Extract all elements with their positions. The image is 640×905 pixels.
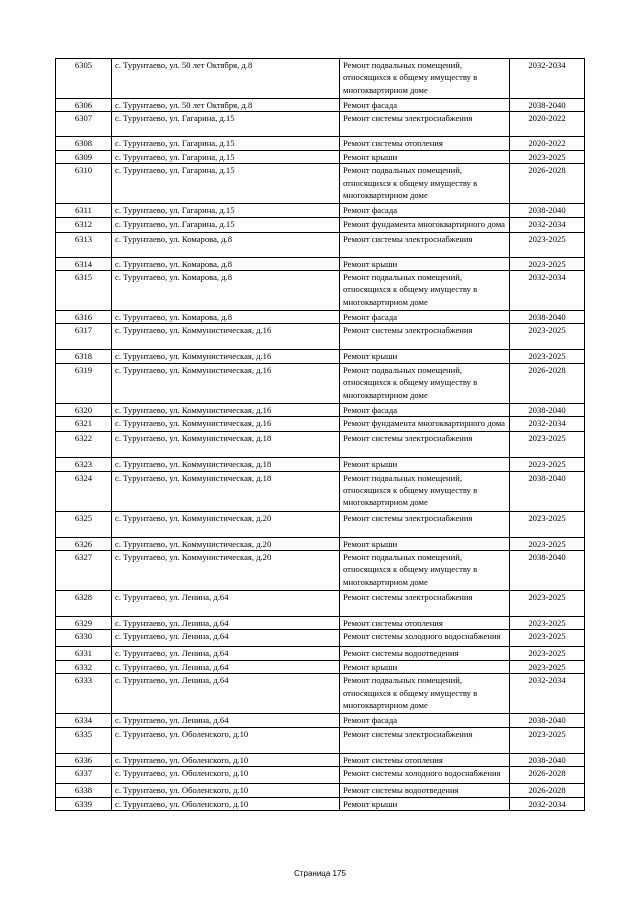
row-work-type: Ремонт крыши — [340, 797, 510, 810]
table-row — [56, 674, 585, 714]
row-address: с. Турунтаево, ул. Гагарина, д.15 — [112, 112, 340, 137]
row-period: 2023-2025 — [510, 617, 585, 630]
table-row — [56, 204, 585, 217]
row-address: с. Турунтаево, ул. Комарова, д.8 — [112, 311, 340, 324]
row-work-type: Ремонт подвальных помещений, относящихся к общему имуществу в многоквартирном доме — [340, 674, 510, 714]
row-work-type: Ремонт системы электроснабжения — [340, 112, 510, 137]
row-work-type: Ремонт системы электроснабжения — [340, 511, 510, 537]
row-address: с. Турунтаево, ул. Оболенского, д.10 — [112, 767, 340, 784]
row-number: 6313 — [56, 232, 112, 257]
row-number: 6330 — [56, 630, 112, 647]
row-address: с. Турунтаево, ул. Оболенского, д.10 — [112, 753, 340, 766]
row-period: 2023-2025 — [510, 432, 585, 458]
row-work-type: Ремонт системы электроснабжения — [340, 324, 510, 350]
row-number: 6306 — [56, 99, 112, 112]
row-work-type: Ремонт подвальных помещений, относящихся к общему имуществу в многоквартирном доме — [340, 271, 510, 311]
row-period: 2023-2025 — [510, 660, 585, 673]
table-row — [56, 217, 585, 232]
row-number: 6312 — [56, 217, 112, 232]
row-address: с. Турунтаево, ул. Коммунистическая, д.20 — [112, 511, 340, 537]
row-period: 2023-2025 — [510, 647, 585, 660]
row-address: с. Турунтаево, ул. Коммунистическая, д.20 — [112, 537, 340, 550]
row-work-type: Ремонт подвальных помещений, относящихся к общему имуществу в многоквартирном доме — [340, 471, 510, 511]
row-period: 2038-2040 — [510, 204, 585, 217]
row-work-type: Ремонт крыши — [340, 257, 510, 270]
row-work-type: Ремонт фасада — [340, 403, 510, 416]
table-row — [56, 537, 585, 550]
row-period: 2023-2025 — [510, 324, 585, 350]
row-number: 6323 — [56, 458, 112, 471]
table-body — [56, 59, 585, 811]
row-number: 6337 — [56, 767, 112, 784]
table-row — [56, 660, 585, 673]
row-address: с. Турунтаево, ул. Гагарина, д.15 — [112, 217, 340, 232]
row-address: с. Турунтаево, ул. Гагарина, д.15 — [112, 137, 340, 150]
table-row — [56, 350, 585, 363]
row-address: с. Турунтаево, ул. Коммунистическая, д.18 — [112, 458, 340, 471]
row-work-type: Ремонт системы электроснабжения — [340, 432, 510, 458]
row-address: с. Турунтаево, ул. 50 лет Октября, д.8 — [112, 99, 340, 112]
row-period: 2026-2028 — [510, 363, 585, 403]
row-address: с. Турунтаево, ул. Комарова, д.8 — [112, 257, 340, 270]
row-period: 2023-2025 — [510, 591, 585, 617]
row-address: с. Турунтаево, ул. Ленина, д.64 — [112, 674, 340, 714]
row-address: с. Турунтаево, ул. Ленина, д.64 — [112, 660, 340, 673]
row-work-type: Ремонт фасада — [340, 311, 510, 324]
row-number: 6335 — [56, 727, 112, 753]
table-row — [56, 647, 585, 660]
row-address: с. Турунтаево, ул. Ленина, д.64 — [112, 647, 340, 660]
row-number: 6338 — [56, 784, 112, 797]
row-address: с. Турунтаево, ул. Ленина, д.64 — [112, 591, 340, 617]
table-row — [56, 551, 585, 591]
row-address: с. Турунтаево, ул. Коммунистическая, д.18 — [112, 471, 340, 511]
row-work-type: Ремонт фундамента многоквартирного дома — [340, 217, 510, 232]
row-period: 2026-2028 — [510, 767, 585, 784]
row-address: с. Турунтаево, ул. Ленина, д.64 — [112, 617, 340, 630]
row-number: 6307 — [56, 112, 112, 137]
table-row — [56, 271, 585, 311]
row-address: с. Турунтаево, ул. 50 лет Октября, д.8 — [112, 59, 340, 99]
table-row — [56, 112, 585, 137]
table-row — [56, 99, 585, 112]
row-address: с. Турунтаево, ул. Гагарина, д.15 — [112, 150, 340, 163]
table-row — [56, 784, 585, 797]
row-number: 6315 — [56, 271, 112, 311]
row-period: 2023-2025 — [510, 511, 585, 537]
row-address: с. Турунтаево, ул. Гагарина, д.15 — [112, 204, 340, 217]
row-address: с. Турунтаево, ул. Оболенского, д.10 — [112, 797, 340, 810]
row-period: 2023-2025 — [510, 458, 585, 471]
row-address: с. Турунтаево, ул. Гагарина, д.15 — [112, 164, 340, 204]
row-work-type: Ремонт системы электроснабжения — [340, 232, 510, 257]
row-number: 6325 — [56, 511, 112, 537]
table-row — [56, 164, 585, 204]
row-number: 6316 — [56, 311, 112, 324]
row-number: 6310 — [56, 164, 112, 204]
row-work-type: Ремонт системы электроснабжения — [340, 591, 510, 617]
row-period: 2023-2025 — [510, 257, 585, 270]
row-work-type: Ремонт подвальных помещений, относящихся к общему имуществу в многоквартирном доме — [340, 164, 510, 204]
row-number: 6318 — [56, 350, 112, 363]
table-row — [56, 432, 585, 458]
row-period: 2032-2034 — [510, 417, 585, 432]
row-period: 2038-2040 — [510, 99, 585, 112]
row-period: 2038-2040 — [510, 311, 585, 324]
row-period: 2038-2040 — [510, 471, 585, 511]
row-period: 2023-2025 — [510, 350, 585, 363]
row-period: 2020-2022 — [510, 137, 585, 150]
row-address: с. Турунтаево, ул. Оболенского, д.10 — [112, 784, 340, 797]
row-number: 6339 — [56, 797, 112, 810]
row-work-type: Ремонт фасада — [340, 204, 510, 217]
table-row — [56, 311, 585, 324]
row-work-type: Ремонт системы водоотведения — [340, 647, 510, 660]
row-period: 2032-2034 — [510, 271, 585, 311]
table-row — [56, 458, 585, 471]
row-address: с. Турунтаево, ул. Ленина, д.64 — [112, 714, 340, 727]
row-period: 2023-2025 — [510, 232, 585, 257]
row-work-type: Ремонт подвальных помещений, относящихся к общему имуществу в многоквартирном доме — [340, 551, 510, 591]
table-row — [56, 363, 585, 403]
row-address: с. Турунтаево, ул. Ленина, д.64 — [112, 630, 340, 647]
row-number: 6321 — [56, 417, 112, 432]
row-number: 6331 — [56, 647, 112, 660]
table-row — [56, 714, 585, 727]
row-number: 6332 — [56, 660, 112, 673]
table-row — [56, 471, 585, 511]
row-number: 6322 — [56, 432, 112, 458]
page-number: Страница 175 — [294, 869, 346, 878]
row-number: 6309 — [56, 150, 112, 163]
table-row — [56, 727, 585, 753]
row-work-type: Ремонт системы электроснабжения — [340, 727, 510, 753]
row-period: 2020-2022 — [510, 112, 585, 137]
table-row — [56, 591, 585, 617]
row-work-type: Ремонт фасада — [340, 714, 510, 727]
row-number: 6319 — [56, 363, 112, 403]
row-period: 2032-2034 — [510, 674, 585, 714]
row-number: 6333 — [56, 674, 112, 714]
row-work-type: Ремонт крыши — [340, 150, 510, 163]
row-work-type: Ремонт подвальных помещений, относящихся к общему имуществу в многоквартирном доме — [340, 363, 510, 403]
row-work-type: Ремонт системы водоотведения — [340, 784, 510, 797]
row-period: 2032-2034 — [510, 59, 585, 99]
row-address: с. Турунтаево, ул. Коммунистическая, д.16 — [112, 350, 340, 363]
table-row — [56, 137, 585, 150]
row-number: 6336 — [56, 753, 112, 766]
row-work-type: Ремонт крыши — [340, 660, 510, 673]
row-number: 6328 — [56, 591, 112, 617]
table-row — [56, 511, 585, 537]
row-period: 2032-2034 — [510, 217, 585, 232]
row-period: 2038-2040 — [510, 714, 585, 727]
row-period: 2023-2025 — [510, 537, 585, 550]
table-row — [56, 417, 585, 432]
table-row — [56, 324, 585, 350]
row-period: 2038-2040 — [510, 753, 585, 766]
table-row — [56, 257, 585, 270]
row-address: с. Турунтаево, ул. Коммунистическая, д.16 — [112, 403, 340, 416]
row-work-type: Ремонт системы отопления — [340, 753, 510, 766]
row-address: с. Турунтаево, ул. Коммунистическая, д.18 — [112, 432, 340, 458]
row-period: 2038-2040 — [510, 551, 585, 591]
table-row — [56, 630, 585, 647]
row-address: с. Турунтаево, ул. Оболенского, д.10 — [112, 727, 340, 753]
row-number: 6326 — [56, 537, 112, 550]
row-work-type: Ремонт крыши — [340, 537, 510, 550]
table-row — [56, 617, 585, 630]
row-work-type: Ремонт системы отопления — [340, 137, 510, 150]
row-address: с. Турунтаево, ул. Комарова, д.8 — [112, 271, 340, 311]
row-number: 6308 — [56, 137, 112, 150]
table-row — [56, 753, 585, 766]
row-period: 2023-2025 — [510, 727, 585, 753]
row-number: 6324 — [56, 471, 112, 511]
row-number: 6329 — [56, 617, 112, 630]
row-number: 6334 — [56, 714, 112, 727]
row-work-type: Ремонт системы холодного водоснабжения — [340, 767, 510, 784]
row-work-type: Ремонт подвальных помещений, относящихся к общему имуществу в многоквартирном доме — [340, 59, 510, 99]
row-address: с. Турунтаево, ул. Коммунистическая, д.16 — [112, 324, 340, 350]
row-period: 2023-2025 — [510, 630, 585, 647]
row-work-type: Ремонт системы отопления — [340, 617, 510, 630]
row-period: 2032-2034 — [510, 797, 585, 810]
repair-schedule-table — [55, 58, 585, 811]
row-address: с. Турунтаево, ул. Коммунистическая, д.20 — [112, 551, 340, 591]
row-work-type: Ремонт крыши — [340, 350, 510, 363]
row-address: с. Турунтаево, ул. Коммунистическая, д.16 — [112, 417, 340, 432]
row-period: 2023-2025 — [510, 150, 585, 163]
row-number: 6327 — [56, 551, 112, 591]
table-row — [56, 232, 585, 257]
table-row — [56, 767, 585, 784]
row-number: 6314 — [56, 257, 112, 270]
row-number: 6320 — [56, 403, 112, 416]
row-number: 6311 — [56, 204, 112, 217]
row-number: 6317 — [56, 324, 112, 350]
table-row — [56, 59, 585, 99]
row-number: 6305 — [56, 59, 112, 99]
row-period: 2026-2028 — [510, 784, 585, 797]
row-work-type: Ремонт крыши — [340, 458, 510, 471]
row-period: 2038-2040 — [510, 403, 585, 416]
row-period: 2026-2028 — [510, 164, 585, 204]
table-row — [56, 797, 585, 810]
row-work-type: Ремонт фундамента многоквартирного дома — [340, 417, 510, 432]
row-address: с. Турунтаево, ул. Коммунистическая, д.16 — [112, 363, 340, 403]
table-row — [56, 150, 585, 163]
row-work-type: Ремонт фасада — [340, 99, 510, 112]
table-row — [56, 403, 585, 416]
row-address: с. Турунтаево, ул. Комарова, д.8 — [112, 232, 340, 257]
row-work-type: Ремонт системы холодного водоснабжения — [340, 630, 510, 647]
